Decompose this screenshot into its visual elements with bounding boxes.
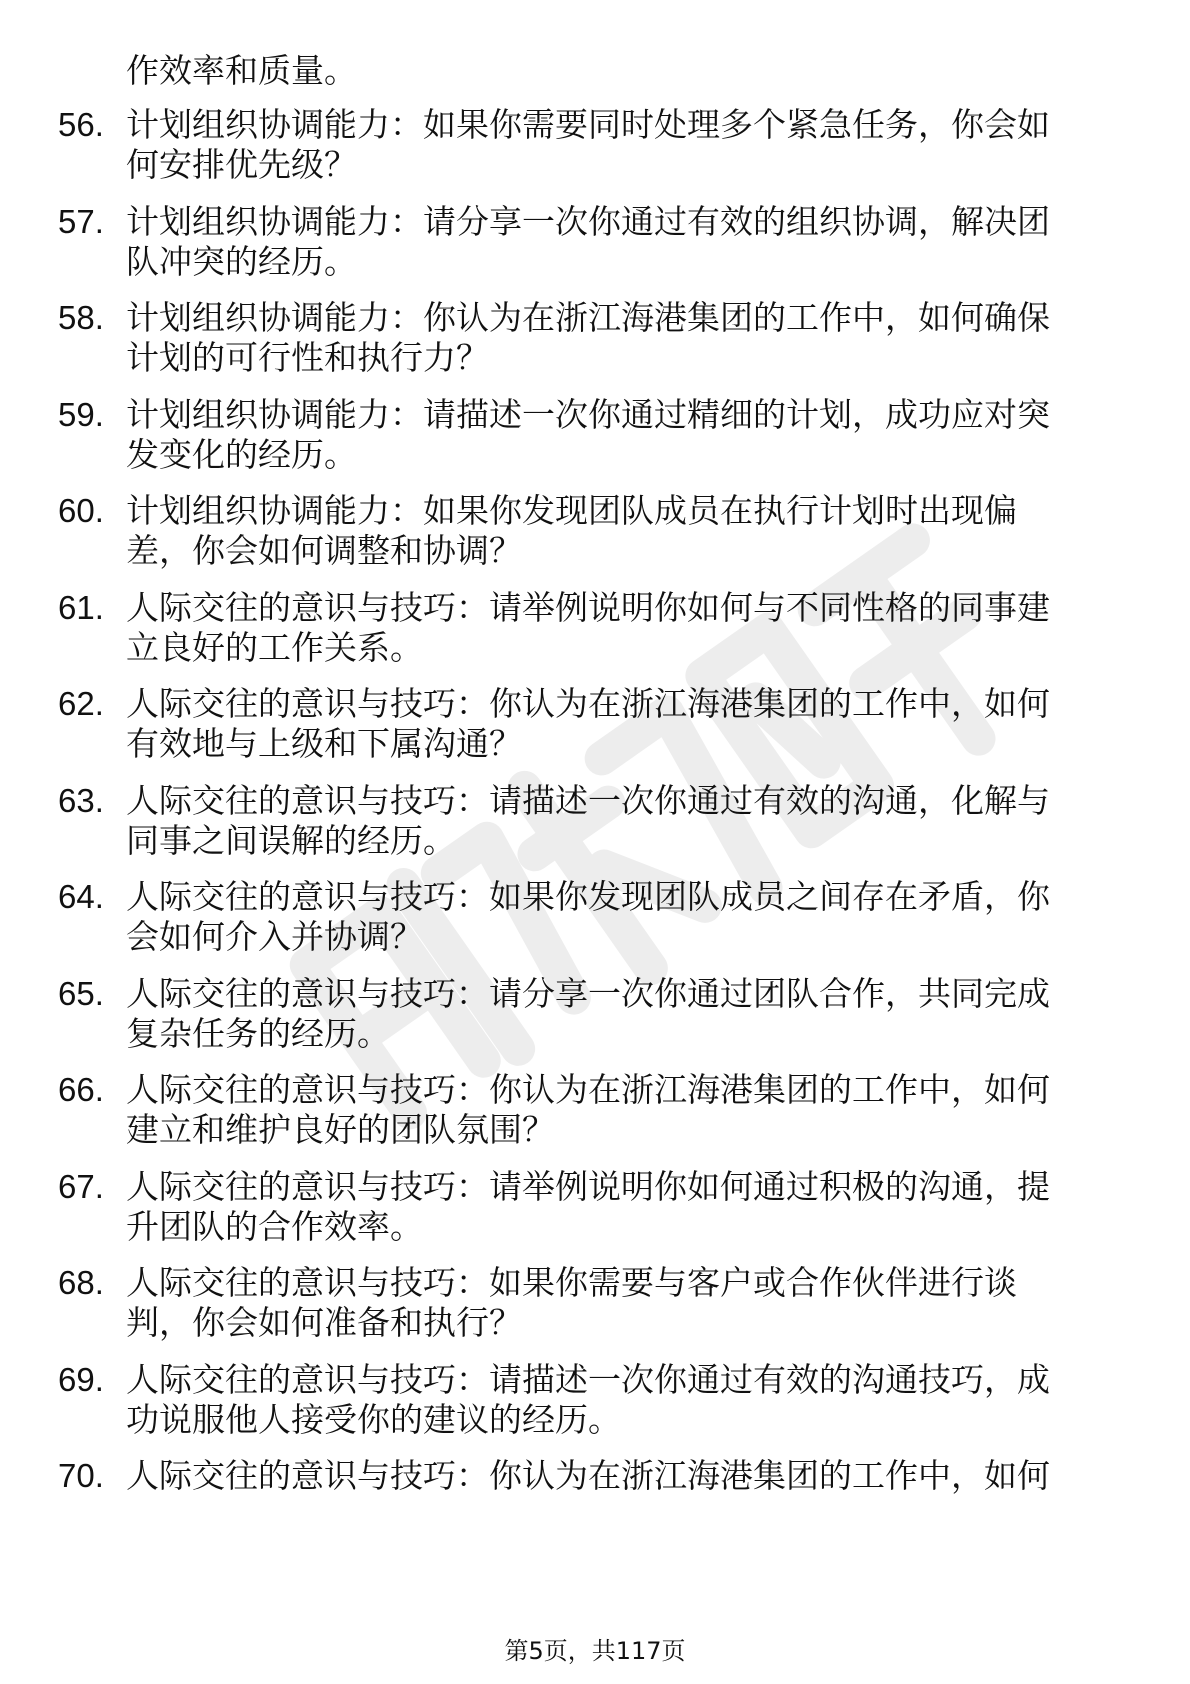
question-text-line-2: 复杂任务的经历。 [126,1014,390,1053]
question-text-line-2: 立良好的工作关系。 [126,628,423,667]
question-item [0,104,1190,194]
question-text-line-2: 何安排优先级？ [126,145,357,184]
question-number: 68. [58,1264,104,1301]
question-text-line-2: 会如何介入并协调？ [126,917,423,956]
question-number: 56. [58,106,104,143]
question-item [0,394,1190,484]
question-text-line-2: 判，你会如何准备和执行？ [126,1303,522,1342]
question-text-line-1: 人际交往的意识与技巧：如果你发现团队成员之间存在矛盾，你 [126,877,1050,916]
question-text-line-2: 有效地与上级和下属沟通？ [126,724,522,763]
question-text-line-1: 计划组织协调能力：请描述一次你通过精细的计划，成功应对突 [126,395,1050,434]
question-text-line-1: 人际交往的意识与技巧：请描述一次你通过有效的沟通技巧，成 [126,1360,1050,1399]
question-item [0,683,1190,773]
question-number: 65. [58,975,104,1012]
question-item [0,490,1190,580]
question-number: 64. [58,878,104,915]
question-item [0,1262,1190,1352]
continuation-line: 作效率和质量。 [126,51,357,90]
question-text-line-1: 人际交往的意识与技巧：请举例说明你如何通过积极的沟通，提 [126,1167,1050,1206]
question-text-line-1: 人际交往的意识与技巧：请分享一次你通过团队合作，共同完成 [126,974,1050,1013]
question-number: 59. [58,396,104,433]
question-number: 70. [58,1457,104,1494]
question-number: 60. [58,492,104,529]
question-text-line-1: 人际交往的意识与技巧：如果你需要与客户或合作伙伴进行谈 [126,1263,1017,1302]
question-text-line-2: 差，你会如何调整和协调？ [126,531,522,570]
question-text-line-1: 人际交往的意识与技巧：你认为在浙江海港集团的工作中，如何 [126,684,1050,723]
question-text-line-2: 功说服他人接受你的建议的经历。 [126,1400,621,1439]
question-text-line-1: 计划组织协调能力：你认为在浙江海港集团的工作中，如何确保 [126,298,1050,337]
question-text-line-2: 建立和维护良好的团队氛围？ [126,1110,555,1149]
question-item [0,1359,1190,1449]
question-text-line-2: 升团队的合作效率。 [126,1207,423,1246]
question-text-line-2: 计划的可行性和执行力？ [126,338,489,377]
question-item [0,1069,1190,1159]
question-text-line-1: 人际交往的意识与技巧：你认为在浙江海港集团的工作中，如何 [126,1456,1050,1495]
question-item [0,297,1190,387]
question-text-line-2: 队冲突的经历。 [126,242,357,281]
question-number: 58. [58,299,104,336]
question-text-line-1: 人际交往的意识与技巧：你认为在浙江海港集团的工作中，如何 [126,1070,1050,1109]
question-text-line-1: 计划组织协调能力：请分享一次你通过有效的组织协调，解决团 [126,202,1050,241]
question-number: 66. [58,1071,104,1108]
question-number: 67. [58,1168,104,1205]
question-number: 63. [58,782,104,819]
question-item [0,780,1190,870]
page-footer: 第5页，共117页 [504,1637,686,1665]
question-item [0,876,1190,966]
question-text-line-1: 人际交往的意识与技巧：请描述一次你通过有效的沟通，化解与 [126,781,1050,820]
question-item [0,1455,1190,1545]
question-item [0,201,1190,291]
question-number: 61. [58,589,104,626]
question-item [0,973,1190,1063]
question-text-line-2: 同事之间误解的经历。 [126,821,456,860]
question-text-line-1: 计划组织协调能力：如果你发现团队成员在执行计划时出现偏 [126,491,1017,530]
question-text-line-1: 计划组织协调能力：如果你需要同时处理多个紧急任务，你会如 [126,105,1050,144]
question-number: 69. [58,1361,104,1398]
question-text-line-1: 人际交往的意识与技巧：请举例说明你如何与不同性格的同事建 [126,588,1050,627]
question-number: 62. [58,685,104,722]
question-text-line-2: 发变化的经历。 [126,435,357,474]
question-number: 57. [58,203,104,240]
question-item [0,587,1190,677]
question-item [0,1166,1190,1256]
